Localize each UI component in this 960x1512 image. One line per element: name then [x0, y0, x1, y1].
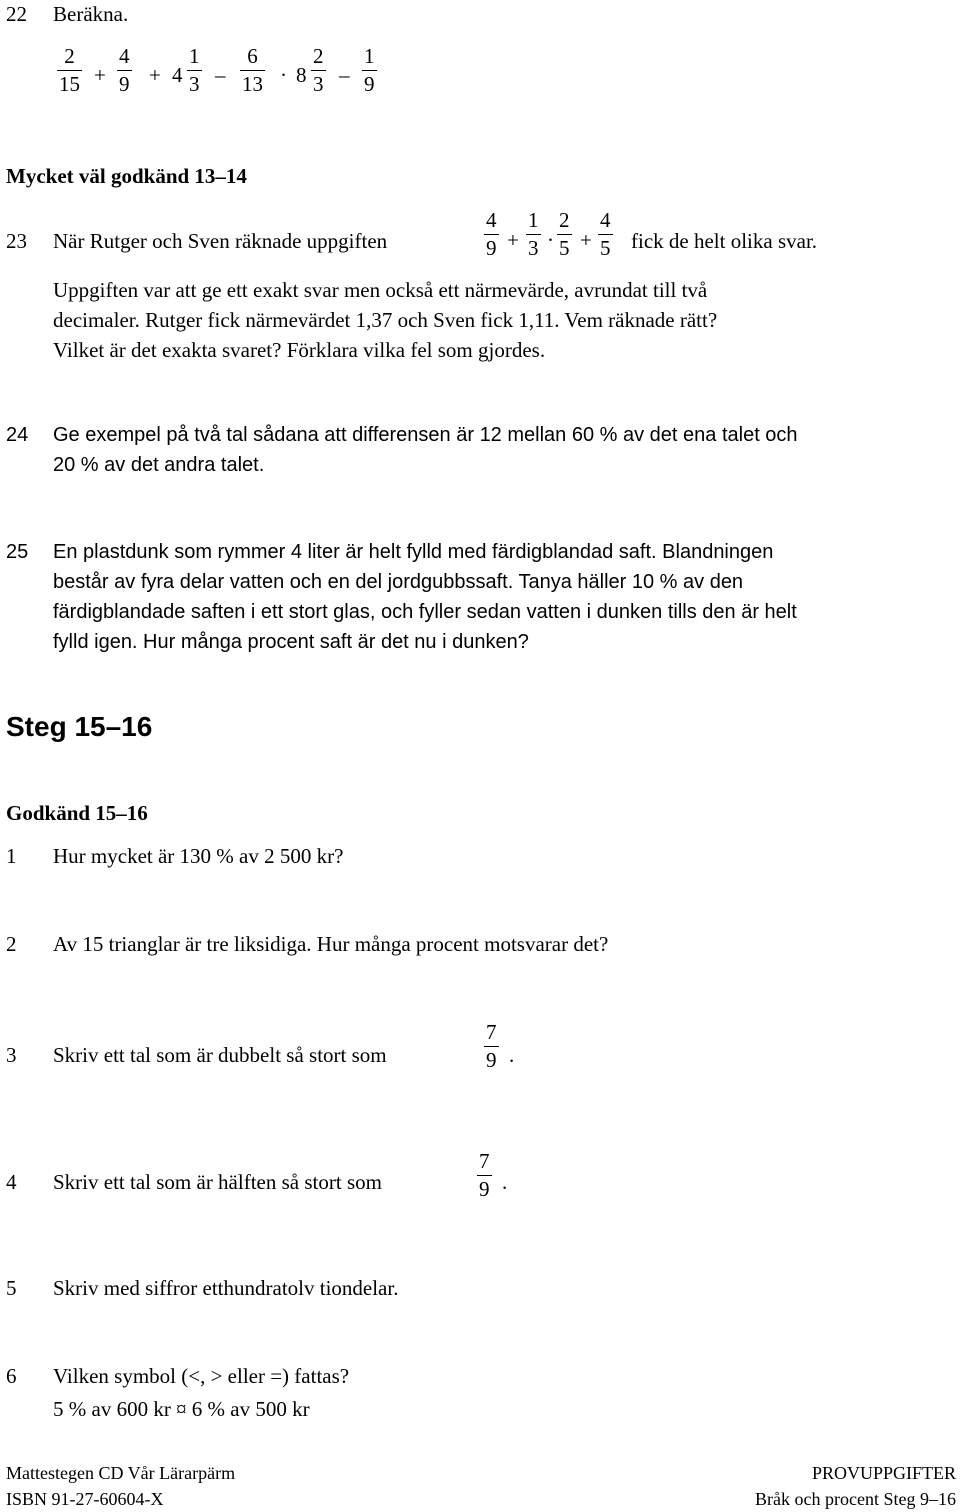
- question-1-text: Hur mycket är 130 % av 2 500 kr?: [53, 844, 344, 868]
- plus-sign: +: [94, 63, 106, 87]
- fraction: 6 13: [242, 44, 263, 96]
- question-25-number: 25: [6, 541, 29, 563]
- question-24-number: 24: [6, 424, 29, 446]
- period: .: [509, 1043, 515, 1067]
- question-22-number: 22: [6, 2, 27, 26]
- text-line: decimaler. Rutger fick närmevärdet 1,37 och Sven fick 1,11. Vem räknade rätt?: [53, 308, 718, 332]
- text-line: fylld igen. Hur många procent saft är det nu i dunken?: [53, 631, 529, 653]
- text-line: Ge exempel på två tal sådana att differensen är 12 mellan 60 % av det ena talet och: [53, 424, 798, 446]
- question-23-after: fick de helt olika svar.: [631, 229, 818, 253]
- section-heading-godkand: Godkänd 15–16: [6, 801, 148, 825]
- plus-sign: +: [580, 228, 592, 252]
- footer-isbn: ISBN 91-27-60604-X: [6, 1489, 164, 1509]
- whole-number: 4: [172, 63, 183, 87]
- footer-label: PROVUPPGIFTER: [811, 1463, 956, 1483]
- question-1-number: 1: [6, 844, 17, 868]
- question-23-intro: När Rutger och Sven räknade uppgiften: [53, 229, 388, 253]
- whole-number: 8: [296, 63, 307, 87]
- question-23-number: 23: [6, 229, 27, 253]
- text-line: färdigblandade saften i ett stort glas, och fyller sedan vatten i dunken tills den är helt: [53, 601, 797, 623]
- fraction: 1 3: [189, 44, 200, 96]
- text-line: 20 % av det andra talet.: [53, 454, 265, 476]
- question-25-body: [53, 537, 953, 657]
- footer-publication: Mattestegen CD Vår Lärarpärm: [6, 1463, 236, 1483]
- question-24-body: [53, 420, 953, 480]
- fraction: 4 5: [600, 208, 611, 260]
- text-line: Uppgiften var att ge ett exakt svar men också ett närmevärde, avrundat till två: [53, 278, 708, 302]
- question-2-text: Av 15 trianglar är tre liksidiga. Hur många procent motsvarar det?: [53, 932, 609, 956]
- fraction: 2 15: [59, 44, 80, 96]
- multiplication-dot: ·: [547, 228, 554, 252]
- fraction: 1 9: [364, 44, 375, 96]
- fraction: 4 9: [486, 208, 497, 260]
- fraction: 4 9: [119, 44, 130, 96]
- question-22-text: Beräkna.: [53, 2, 129, 26]
- question-4-text: Skriv ett tal som är hälften så stort som: [53, 1170, 382, 1194]
- question-5-text: Skriv med siffror etthundratolv tiondelar.: [53, 1276, 399, 1300]
- text-line: består av fyra delar vatten och en del jordgubbssaft. Tanya häller 10 % av den: [53, 571, 744, 593]
- minus-sign: –: [215, 63, 226, 87]
- text-line: Vilket är det exakta svaret? Förklara vilka fel som gjordes.: [53, 338, 546, 362]
- minus-sign: –: [339, 63, 350, 87]
- fraction: 7 9: [479, 1149, 490, 1201]
- question-4-number: 4: [6, 1170, 17, 1194]
- text-line: En plastdunk som rymmer 4 liter är helt fylld med färdigblandad saft. Blandningen: [53, 541, 774, 563]
- question-2-number: 2: [6, 932, 17, 956]
- question-6-number: 6: [6, 1364, 17, 1388]
- question-6-comparison: 5 % av 600 kr ¤ 6 % av 500 kr: [53, 1397, 310, 1421]
- period: .: [502, 1170, 508, 1194]
- section-heading-mycket-val-godkand: Mycket väl godkänd 13–14: [6, 164, 247, 188]
- fraction: 2 3: [313, 44, 324, 96]
- step-heading: Steg 15–16: [6, 711, 153, 742]
- fraction: 2 5: [559, 208, 570, 260]
- multiplication-dot: ·: [280, 63, 287, 87]
- fraction: 1 3: [528, 208, 539, 260]
- question-3-number: 3: [6, 1043, 17, 1067]
- plus-sign: +: [507, 228, 519, 252]
- question-5-number: 5: [6, 1276, 17, 1300]
- fraction: 7 9: [486, 1020, 497, 1072]
- question-6-text: Vilken symbol (<, > eller =) fattas?: [53, 1364, 350, 1388]
- plus-sign: +: [149, 63, 161, 87]
- question-3-text: Skriv ett tal som är dubbelt så stort som: [53, 1043, 387, 1067]
- footer-chapter: Bråk och procent Steg 9–16: [755, 1489, 956, 1509]
- question-23-body: [53, 275, 953, 365]
